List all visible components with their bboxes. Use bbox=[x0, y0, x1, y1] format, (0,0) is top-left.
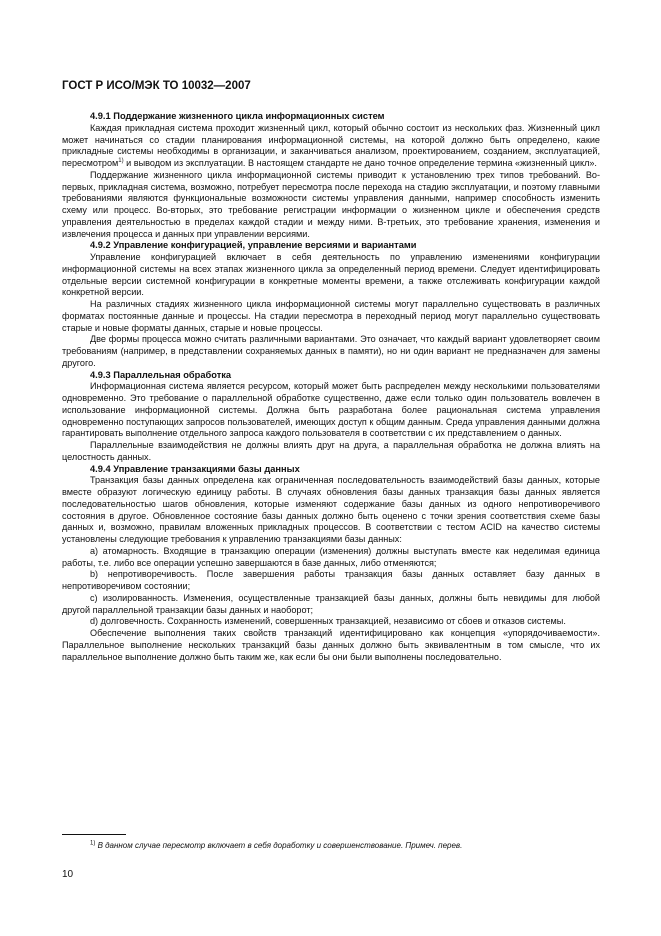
section-heading: 4.9.2 Управление конфигурацией, управление версиями и вариантами bbox=[90, 240, 417, 251]
document-body bbox=[62, 111, 600, 663]
paragraph: Информационная система является ресурсом, который может быть распределен между несколькими пользователями одновременно. Это требование о параллельной обработке существенно, даже если только один пользователь вовлечен в использование информационной системы. Должна быть разработана более рациональная система управления одновременно поступающих запросов пользователей, имеющих доступ к общим данным. Среда управления данными должна гарантировать выполнение отдельного запроса каждого пользователя в соответствии с их представлением о данных. bbox=[62, 381, 600, 439]
paragraph: Две формы процесса можно считать различными вариантами. Это означает, что каждый вариант удовлетворяет своим требованиям (например, в представлении сохраняемых данных в памяти), но ни один вариант не предназначен для замены другого. bbox=[62, 334, 600, 368]
paragraph: Параллельные взаимодействия не должны влиять друг на друга, а параллельная обработка не должна влиять на целостность данных. bbox=[62, 440, 600, 462]
list-item: d) долговечность. Сохранность изменений, совершенных транзакцией, независимо от сбоев и отказов системы. bbox=[90, 616, 566, 627]
section-heading: 4.9.3 Параллельная обработка bbox=[90, 369, 232, 380]
footnote bbox=[62, 841, 600, 850]
paragraph: Каждая прикладная система проходит жизненный цикл, который обычно состоит из нескольких фаз. Жизненный цикл может начинаться со стадии планирования информационной системы, на которой должно быть определено, какие прикладные системы необходимы в организации, и заканчиваться анализом, проектированием, созданием, эксплуатацией, пересмотром$^{1)}$ и выводом из эксплуатации. В настоящем стандарте не дано точное определение термина «жизненный цикл». bbox=[62, 122, 600, 168]
footnote-text: В данном случае пересмотр включает в себя доработку и совершенствование. Примеч. перев. bbox=[95, 841, 463, 850]
paragraph: На различных стадиях жизненного цикла информационной системы могут параллельно существовать в различных форматах постоянные данные и процессы. На стадии пересмотра в переходный период могут параллельно существовать старые и новые форматы данных, старые и новые процессы. bbox=[62, 299, 600, 333]
paragraph: Поддержание жизненного цикла информационной системы приводит к установлению трех типов требований. Во-первых, прикладная система, возможно, потребует пересмотра после перехода на стадию эксплуатации, и поэтому главными требованиями являются функциональные возможности системы управления данными, например способность изменить схему или процесс. Во-вторых, это требование регистрации информации о жизненном цикле и обеспечения средств управления деятельностью в пределах каждой стадии и между ними. В-третьих, это требование хранения, изменения и извлечения процесса и данных при управлении версиями. bbox=[62, 169, 600, 239]
section-heading: 4.9.1 Поддержание жизненного цикла информационных систем bbox=[90, 111, 385, 121]
list-item: c) изолированность. Изменения, осуществленные транзакцией базы данных, должны быть невидимы для любой другой параллельной транзакции базы данных и наоборот; bbox=[62, 592, 600, 615]
page-number: 10 bbox=[62, 869, 74, 880]
paragraph: Транзакция базы данных определена как ограниченная последовательность взаимодействий базы данных, которые вместе образуют логическую единицу работы. В случаях обновления базы данных транзакция базы данных является последовательностью шагов обновления, которые изменяют содержание базы данных из одного непротиворечивого состояния в другое. Обновленное состояние базы данных должно быть оценено с точки зрения соответствия схеме базы данных и, возможно, правилам вложенных прикладных процессов. В соответствии с тестом ACID на качество системы установлены следующие требования к управлению транзакциями базы данных: bbox=[62, 475, 600, 544]
list-item: а) атомарность. Входящие в транзакцию операции (изменения) должны выступать вместе как неделимая единица работы, т.е. либо все операции успешно завершаются в базе данных, либо отменяются; bbox=[62, 545, 600, 568]
footnote-divider bbox=[62, 834, 126, 835]
paragraph: Обеспечение выполнения таких свойств транзакций идентифицировано как концепция «упорядочиваемости». Параллельное выполнение нескольких транзакций базы данных должно быть эквивалентным в том смысле, что их параллельное выполнение должно быть таким же, как если бы они были выполнены последовательно. bbox=[62, 628, 600, 662]
paragraph: Управление конфигурацией включает в себя деятельность по управлению изменениями конфигурации информационной системы на всех этапах жизненного цикла за определенный период времени. Следует идентифицировать отдельные версии системной конфигурации в конкретные моменты времени, а также отслеживать конфигурации каждой конкретной версии. bbox=[62, 252, 600, 298]
footnote-mark: 1) bbox=[90, 840, 96, 847]
list-item: b) непротиворечивость. После завершения работы транзакция базы данных оставляет базу данных в непротиворечивом состоянии; bbox=[62, 569, 600, 591]
section-heading: 4.9.4 Управление транзакциями базы данных bbox=[90, 463, 300, 474]
footnote-reference[interactable]: 1) bbox=[118, 157, 124, 164]
document-header: ГОСТ Р ИСО/МЭК ТО 10032—2007 bbox=[62, 80, 251, 92]
